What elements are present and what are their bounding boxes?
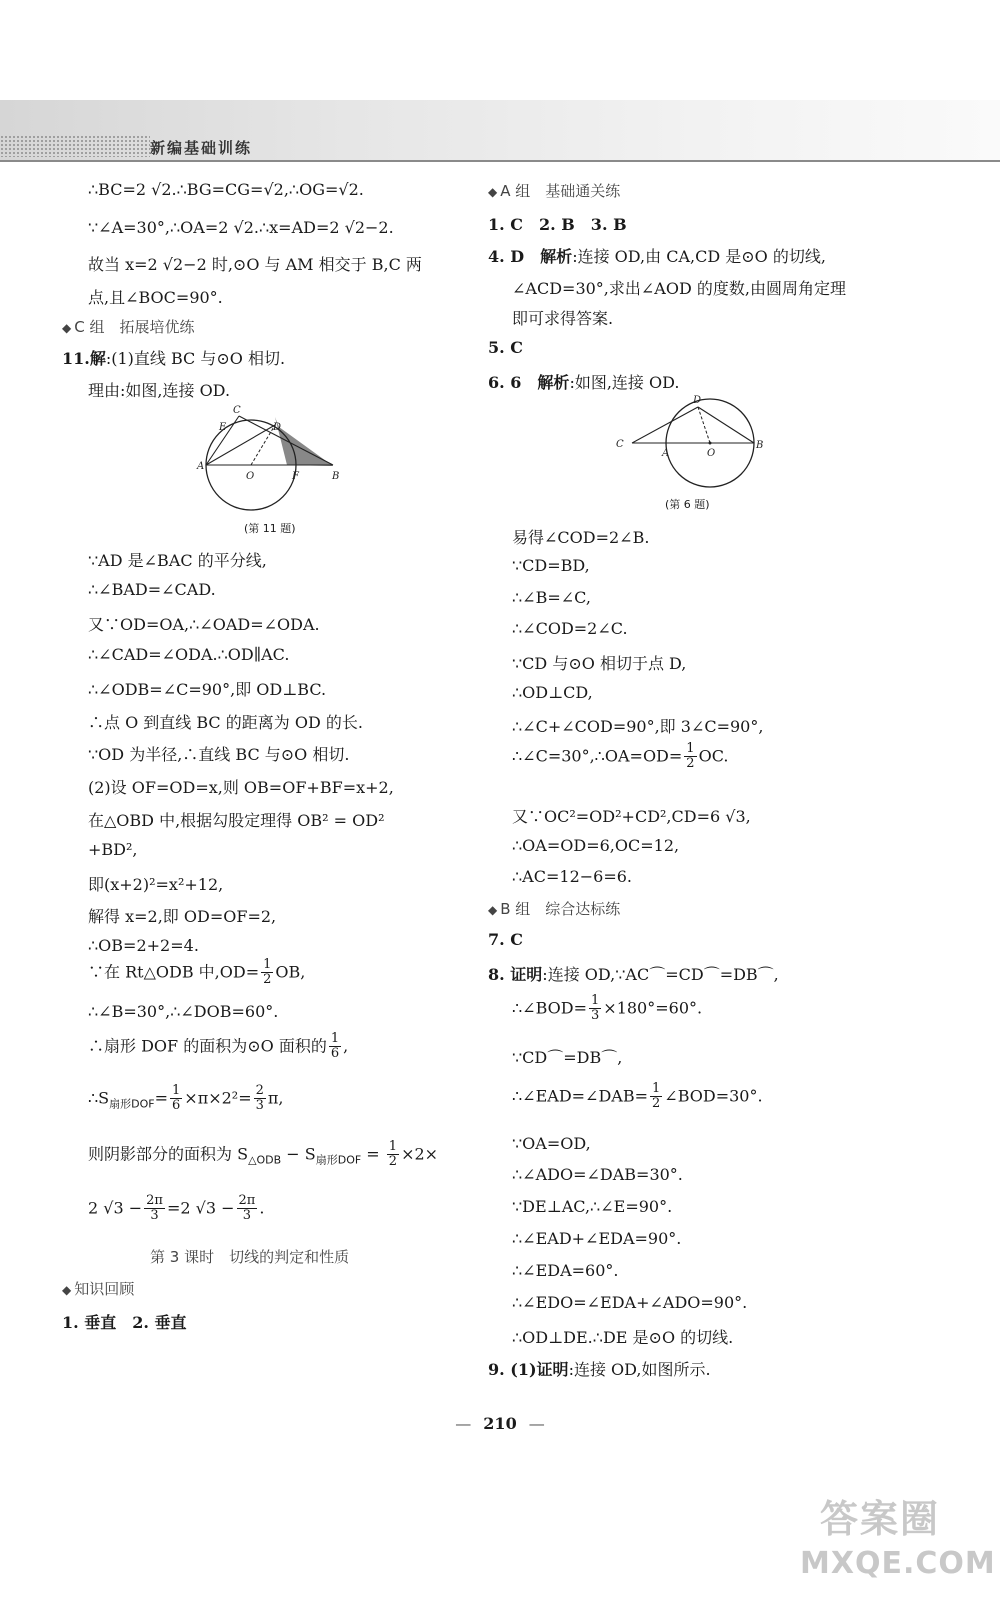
text-line-fraction <box>88 958 305 988</box>
fraction-one-sixth <box>329 1032 341 1062</box>
fraction-denominator: 3 <box>591 1008 600 1024</box>
text-line: 即可求得答案. <box>512 309 614 328</box>
analysis-label: 解析 <box>540 247 573 266</box>
text-line-fraction <box>88 1084 284 1114</box>
text-line: ∵OD 为半径,∴直线 BC 与⊙O 相切. <box>88 745 350 764</box>
section-heading-review <box>62 1278 134 1299</box>
fraction-denominator: 6 <box>172 1098 181 1114</box>
subscript: △ODB <box>248 1153 282 1167</box>
figure-6-diagram <box>610 393 770 493</box>
text-segment: 则阴影部分的面积为 S <box>88 1144 249 1164</box>
fraction-one-third <box>589 994 601 1024</box>
text-segment: ∵在 Rt△ODB 中,OD= <box>88 962 260 982</box>
text-line: ∵DE⊥AC,∴∠E=90°. <box>512 1197 673 1216</box>
question-11 <box>62 346 285 369</box>
fraction-denominator: 3 <box>150 1208 159 1224</box>
header-title: 新编基础训练 <box>150 139 253 157</box>
text-line: ∴AC=12−6=6. <box>512 867 632 886</box>
text-line: 故当 x=2 √2−2 时,⊙O 与 AM 相交于 B,C 两 <box>88 255 422 274</box>
page-number <box>0 1414 1000 1433</box>
answer-text: :(1)直线 BC 与⊙O 相切. <box>105 349 286 368</box>
fraction-numerator: 1 <box>388 1139 398 1154</box>
text-line: ∴∠COD=2∠C. <box>512 619 628 638</box>
fig11-label-d: D <box>273 422 282 433</box>
fig11-label-o: O <box>246 471 255 482</box>
text-line: ∵AD 是∠BAC 的平分线, <box>88 551 267 570</box>
fraction-one-half <box>387 1140 399 1170</box>
answer-text: :如图,连接 OD. <box>569 373 680 392</box>
line-db <box>698 407 754 443</box>
proof-label: 证明 <box>536 1360 569 1379</box>
question-number: 4. D <box>488 247 525 266</box>
fraction-denominator: 3 <box>255 1098 264 1114</box>
text-segment: ∠BOD=30°. <box>664 1086 763 1106</box>
line-od <box>698 407 710 443</box>
fig11-label-c: C <box>233 405 241 416</box>
diamond-icon: ◆ <box>62 1283 72 1297</box>
fraction-numerator: 2π <box>146 1193 163 1208</box>
fraction-denominator: 3 <box>242 1208 252 1224</box>
answer-line <box>488 244 826 267</box>
text-segment: − S <box>281 1144 316 1164</box>
text-line: ∴∠B=30°,∴∠DOB=60°. <box>88 1002 279 1021</box>
text-line: ∴∠EDO=∠EDA+∠ADO=90°. <box>512 1293 748 1312</box>
text-line: ∴OB=2+2=4. <box>88 936 199 955</box>
fig11-label-e: E <box>219 422 227 433</box>
fraction-numerator: 1 <box>591 993 600 1008</box>
text-line: ∴∠EDA=60°. <box>512 1261 619 1280</box>
text-line: 在△OBD 中,根据勾股定理得 OB² = OD² <box>88 811 385 830</box>
fraction-denominator: 2 <box>263 972 272 988</box>
section-heading-label: 知识回顾 <box>74 1280 135 1298</box>
figure-11-caption: (第 11 题) <box>244 522 296 535</box>
text-line-fraction <box>512 994 702 1024</box>
center-point <box>709 442 712 445</box>
text-line: ∴∠B=∠C, <box>512 588 591 607</box>
diamond-icon: ◆ <box>488 185 498 199</box>
text-segment: ×π×2²= <box>184 1088 252 1108</box>
question-number: 9. (1) <box>488 1360 537 1379</box>
lesson-title: 第 3 课时 切线的判定和性质 <box>150 1248 350 1266</box>
text-line: ∴∠CAD=∠ODA.∴OD∥AC. <box>88 645 290 664</box>
fraction-denominator: 2 <box>686 756 695 772</box>
text-line: 点,且∠BOC=90°. <box>88 288 223 307</box>
fraction-numerator: 2π <box>238 1193 256 1208</box>
section-heading-c <box>62 316 194 337</box>
header-dot-pattern <box>0 135 150 157</box>
text-line-fraction <box>88 1140 438 1170</box>
section-heading-a <box>488 180 620 201</box>
text-line: ∠ACD=30°,求出∠AOD 的度数,由圆周角定理 <box>512 279 846 298</box>
fraction-two-pi-thirds <box>237 1194 258 1224</box>
text-segment: ∴∠BOD= <box>512 998 587 1018</box>
text-segment: , <box>343 1036 349 1056</box>
answer-line: 5. C <box>488 338 524 357</box>
text-line: 解得 x=2,即 OD=OF=2, <box>88 907 277 926</box>
fig6-label-c: C <box>616 439 624 450</box>
line-ad <box>206 425 275 465</box>
text-line-fraction <box>88 1194 264 1224</box>
answer-text: :连接 OD,由 CA,CD 是⊙O 的切线, <box>572 247 826 266</box>
text-line: ∵CD⌒=DB⌒, <box>512 1048 623 1067</box>
fraction-numerator: 1 <box>263 957 272 972</box>
text-line: 易得∠COD=2∠B. <box>512 528 650 547</box>
text-line: ∵CD=BD, <box>512 556 590 575</box>
fraction-one-half <box>261 958 273 988</box>
answer-line: 7. C <box>488 930 524 949</box>
dash-left: — <box>455 1414 472 1433</box>
page-number-value: 210 <box>483 1414 517 1433</box>
text-line-fraction <box>512 742 728 772</box>
text-line: ∴OD⊥DE.∴DE 是⊙O 的切线. <box>512 1328 734 1347</box>
fig6-label-o: O <box>707 448 716 459</box>
fraction-numerator: 1 <box>330 1031 340 1046</box>
watermark-top-text: 答案圈 <box>820 1497 941 1541</box>
text-segment: ∴∠EAD=∠DAB= <box>512 1086 649 1106</box>
fraction-numerator: 1 <box>172 1083 181 1098</box>
question-number: 11. <box>62 349 90 368</box>
text-line: ∴∠EAD+∠EDA=90°. <box>512 1229 682 1248</box>
text-segment: = <box>361 1144 385 1164</box>
fraction-numerator: 1 <box>652 1081 661 1096</box>
text-line: ∴∠C+∠COD=90°,即 3∠C=90°, <box>512 717 764 736</box>
text-line: ∵∠A=30°,∴OA=2 √2.∴x=AD=2 √2−2. <box>88 218 394 237</box>
text-segment: ×2× <box>401 1144 439 1164</box>
fig6-label-d: D <box>693 395 702 406</box>
watermark-url-text: MXQE.COM <box>800 1546 996 1581</box>
fraction-one-sixth <box>170 1084 182 1114</box>
fraction-numerator: 1 <box>686 741 695 756</box>
text-segment: OB, <box>275 962 306 982</box>
proof-label: 证明 <box>510 965 543 984</box>
text-line: ∴OD⊥CD, <box>512 683 593 702</box>
text-line: 又∵OD=OA,∴∠OAD=∠ODA. <box>88 615 320 634</box>
fraction-numerator: 2 <box>255 1083 264 1098</box>
text-segment: =2 √3 − <box>166 1198 235 1218</box>
fraction-denominator: 2 <box>388 1154 398 1170</box>
text-line: +BD², <box>88 840 138 859</box>
fig6-label-b: B <box>756 440 764 451</box>
question-number: 8. <box>488 965 511 984</box>
figure-6-caption: (第 6 题) <box>665 498 710 511</box>
fraction-two-pi-thirds <box>144 1194 165 1224</box>
answer-text: :连接 OD,∵AC⌒=CD⌒=DB⌒, <box>542 965 779 984</box>
analysis-label: 解析 <box>537 373 570 392</box>
shaded-region <box>275 417 333 466</box>
text-line: 即(x+2)²=x²+12, <box>88 875 224 894</box>
line-od <box>251 425 275 465</box>
text-line-fraction <box>512 1082 763 1112</box>
text-segment: ∴扇形 DOF 的面积为⊙O 面积的 <box>88 1036 327 1056</box>
text-line: ∵OA=OD, <box>512 1134 591 1153</box>
fig11-label-f: F <box>292 471 299 482</box>
text-segment: ∴S <box>88 1088 110 1108</box>
text-line: ∴∠ADO=∠DAB=30°. <box>512 1165 683 1184</box>
answer-line: 1. C 2. B 3. B <box>488 215 627 234</box>
text-line: 又∵OC²=OD²+CD²,CD=6 √3, <box>512 807 751 826</box>
question-number: 6. 6 <box>488 373 522 392</box>
section-heading-b <box>488 898 620 919</box>
fig11-label-a: A <box>197 461 205 472</box>
answer-text: :连接 OD,如图所示. <box>568 1360 711 1379</box>
text-segment: ∴∠C=30°,∴OA=OD= <box>512 746 683 766</box>
answer-label: 解 <box>89 349 106 368</box>
fraction-one-half <box>650 1082 662 1112</box>
text-line: ∴∠BAD=∠CAD. <box>88 580 216 599</box>
review-answers: 1. 垂直 2. 垂直 <box>62 1313 187 1332</box>
text-line: ∵CD 与⊙O 相切于点 D, <box>512 654 687 673</box>
text-segment: . <box>259 1198 265 1218</box>
watermark-logo <box>780 1488 996 1588</box>
section-heading-label: A 组 基础通关练 <box>500 182 621 200</box>
subscript: 扇形DOF <box>315 1153 362 1167</box>
subscript: 扇形DOF <box>109 1097 155 1111</box>
diamond-icon: ◆ <box>62 321 72 335</box>
text-line: ∴点 O 到直线 BC 的距离为 OD 的长. <box>88 713 363 732</box>
fraction-denominator: 2 <box>652 1096 661 1112</box>
header-rule <box>0 160 1000 162</box>
text-line: ∴BC=2 √2.∴BG=CG=√2,∴OG=√2. <box>88 180 364 199</box>
line-cd <box>632 407 698 443</box>
text-segment: π, <box>267 1088 284 1108</box>
text-segment: OC. <box>698 746 729 766</box>
text-segment: ×180°=60°. <box>603 998 703 1018</box>
diamond-icon: ◆ <box>488 903 498 917</box>
section-heading-label: B 组 综合达标练 <box>500 900 621 918</box>
text-line: ∴∠ODB=∠C=90°,即 OD⊥BC. <box>88 680 327 699</box>
figure-11-diagram <box>195 400 355 518</box>
fig6-label-a: A <box>662 448 670 459</box>
text-segment: = <box>154 1088 169 1108</box>
fraction-two-thirds <box>254 1084 266 1114</box>
text-line: 理由:如图,连接 OD. <box>88 381 231 400</box>
fraction-one-half <box>684 742 696 772</box>
dash-right: — <box>528 1414 545 1433</box>
answer-line <box>488 370 679 393</box>
fig11-label-b: B <box>332 471 340 482</box>
text-line: (2)设 OF=OD=x,则 OB=OF+BF=x+2, <box>88 778 394 797</box>
answer-line <box>488 962 779 985</box>
text-line: ∴OA=OD=6,OC=12, <box>512 836 680 855</box>
fraction-denominator: 6 <box>330 1046 340 1062</box>
answer-line <box>488 1357 711 1380</box>
section-heading-label: C 组 拓展培优练 <box>74 318 195 336</box>
text-line-fraction <box>88 1032 348 1062</box>
text-segment: 2 √3 − <box>88 1198 143 1218</box>
